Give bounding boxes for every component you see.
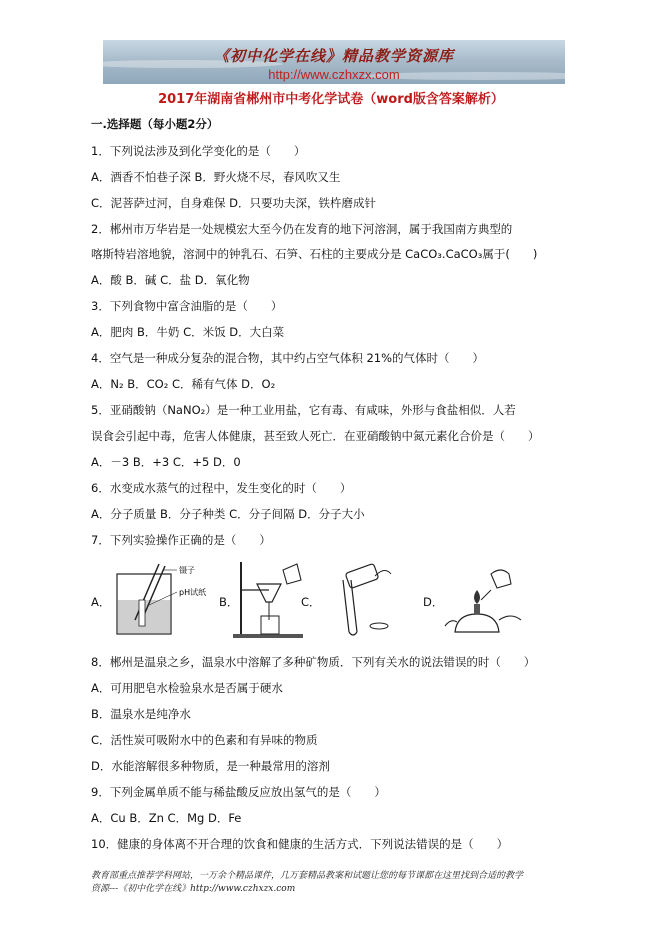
q5-stem-line1: 5．亚硝酸钠（NaNO₂）是一种工业用盐，它有毒、有咸味，外形与食盐相似．人若 bbox=[91, 403, 516, 417]
q1-stem: 1．下列说法涉及到化学变化的是（ ） bbox=[91, 144, 306, 158]
q9-stem: 9．下列金属单质不能与稀盐酸反应放出氢气的是（ ） bbox=[91, 785, 386, 799]
banner-url[interactable]: http://www.czhxzx.com bbox=[268, 67, 400, 82]
footer-line2: 资源---《初中化学在线》http://www.czhxzx.com bbox=[91, 884, 296, 894]
q8-stem: 8．郴州是温泉之乡，温泉水中溶解了多种矿物质．下列有关水的说法错误的时（ ） bbox=[91, 655, 536, 669]
q7-stem: 7．下列实验操作正确的是（ ） bbox=[91, 533, 271, 547]
q4-options: A．N₂ B．CO₂ C．稀有气体 D．O₂ bbox=[91, 377, 276, 391]
q8-option-a: A．可用肥皂水检验泉水是否属于硬水 bbox=[91, 681, 283, 695]
q5-stem-line2: 误食会引起中毒，危害人体健康，甚至致人死亡．在亚硝酸钠中氮元素化合价是（ ） bbox=[91, 429, 540, 443]
q8-option-b: B．温泉水是纯净水 bbox=[91, 707, 191, 721]
q4-stem: 4．空气是一种成分复杂的混合物，其中约占空气体积 21%的气体时（ ） bbox=[91, 351, 485, 365]
q8-option-c: C．活性炭可吸附水中的色素和有异味的物质 bbox=[91, 733, 318, 747]
q1-options-line2: C．泥菩萨过河，自身难保 D．只要功夫深，铁杵磨成针 bbox=[91, 196, 377, 210]
ph-paper-beaker-figure bbox=[113, 560, 213, 640]
footer-line1: 教育部重点推荐学科网站，一万余个精品课件，几万套精品教案和试题让您的每节课都在这里找到合适的教学 bbox=[91, 871, 524, 881]
filtration-apparatus-figure bbox=[231, 560, 311, 640]
q8-option-d: D．水能溶解很多种物质，是一种最常用的溶剂 bbox=[91, 759, 330, 773]
q6-options: A．分子质量 B．分子种类 C．分子间隔 D．分子大小 bbox=[91, 507, 365, 521]
q2-stem-line1: 2．郴州市万华岩是一处规模宏大至今仍在发育的地下河溶洞，属于我国南方典型的 bbox=[91, 222, 513, 236]
alcohol-lamp-figure bbox=[441, 560, 531, 640]
q10-stem: 10．健康的身体离不开合理的饮食和健康的生活方式．下列说法错误的是（ ） bbox=[91, 837, 509, 851]
q7-figures bbox=[91, 560, 531, 640]
q7-fig-a-phpaper-label: pH试纸 bbox=[179, 588, 207, 597]
pouring-liquid-figure bbox=[319, 560, 403, 640]
q7-label-b: B． bbox=[219, 595, 239, 609]
q7-label-a: A． bbox=[91, 595, 111, 609]
banner-title: 《初中化学在线》精品教学资源库 bbox=[213, 47, 454, 65]
q9-options: A．Cu B．Zn C．Mg D．Fe bbox=[91, 811, 242, 825]
section-heading: 一.选择题（每小题2分） bbox=[91, 117, 219, 131]
q3-stem: 3．下列食物中富含油脂的是（ ） bbox=[91, 299, 283, 313]
q1-options-line1: A．酒香不怕巷子深 B．野火烧不尽，春风吹又生 bbox=[91, 170, 341, 184]
q2-stem-line2: 喀斯特岩溶地貌，溶洞中的钟乳石、石笋、石柱的主要成分是 CaCO₃.CaCO₃属于( ) bbox=[91, 247, 538, 261]
q7-label-c: C． bbox=[301, 595, 321, 609]
document-title: 2017年湖南省郴州市中考化学试卷（word版含答案解析） bbox=[158, 92, 504, 107]
site-banner bbox=[103, 40, 565, 84]
q5-options: A．－3 B．+3 C．+5 D．0 bbox=[91, 455, 241, 469]
q2-options: A．酸 B．碱 C．盐 D．氧化物 bbox=[91, 273, 250, 287]
q7-label-d: D． bbox=[423, 595, 444, 609]
page-footer bbox=[91, 870, 581, 896]
q7-fig-a-tweezers-label: 镊子 bbox=[179, 566, 195, 575]
q3-options: A．肥肉 B．牛奶 C．米饭 D．大白菜 bbox=[91, 325, 285, 339]
q6-stem: 6．水变成水蒸气的过程中，发生变化的时（ ） bbox=[91, 481, 352, 495]
